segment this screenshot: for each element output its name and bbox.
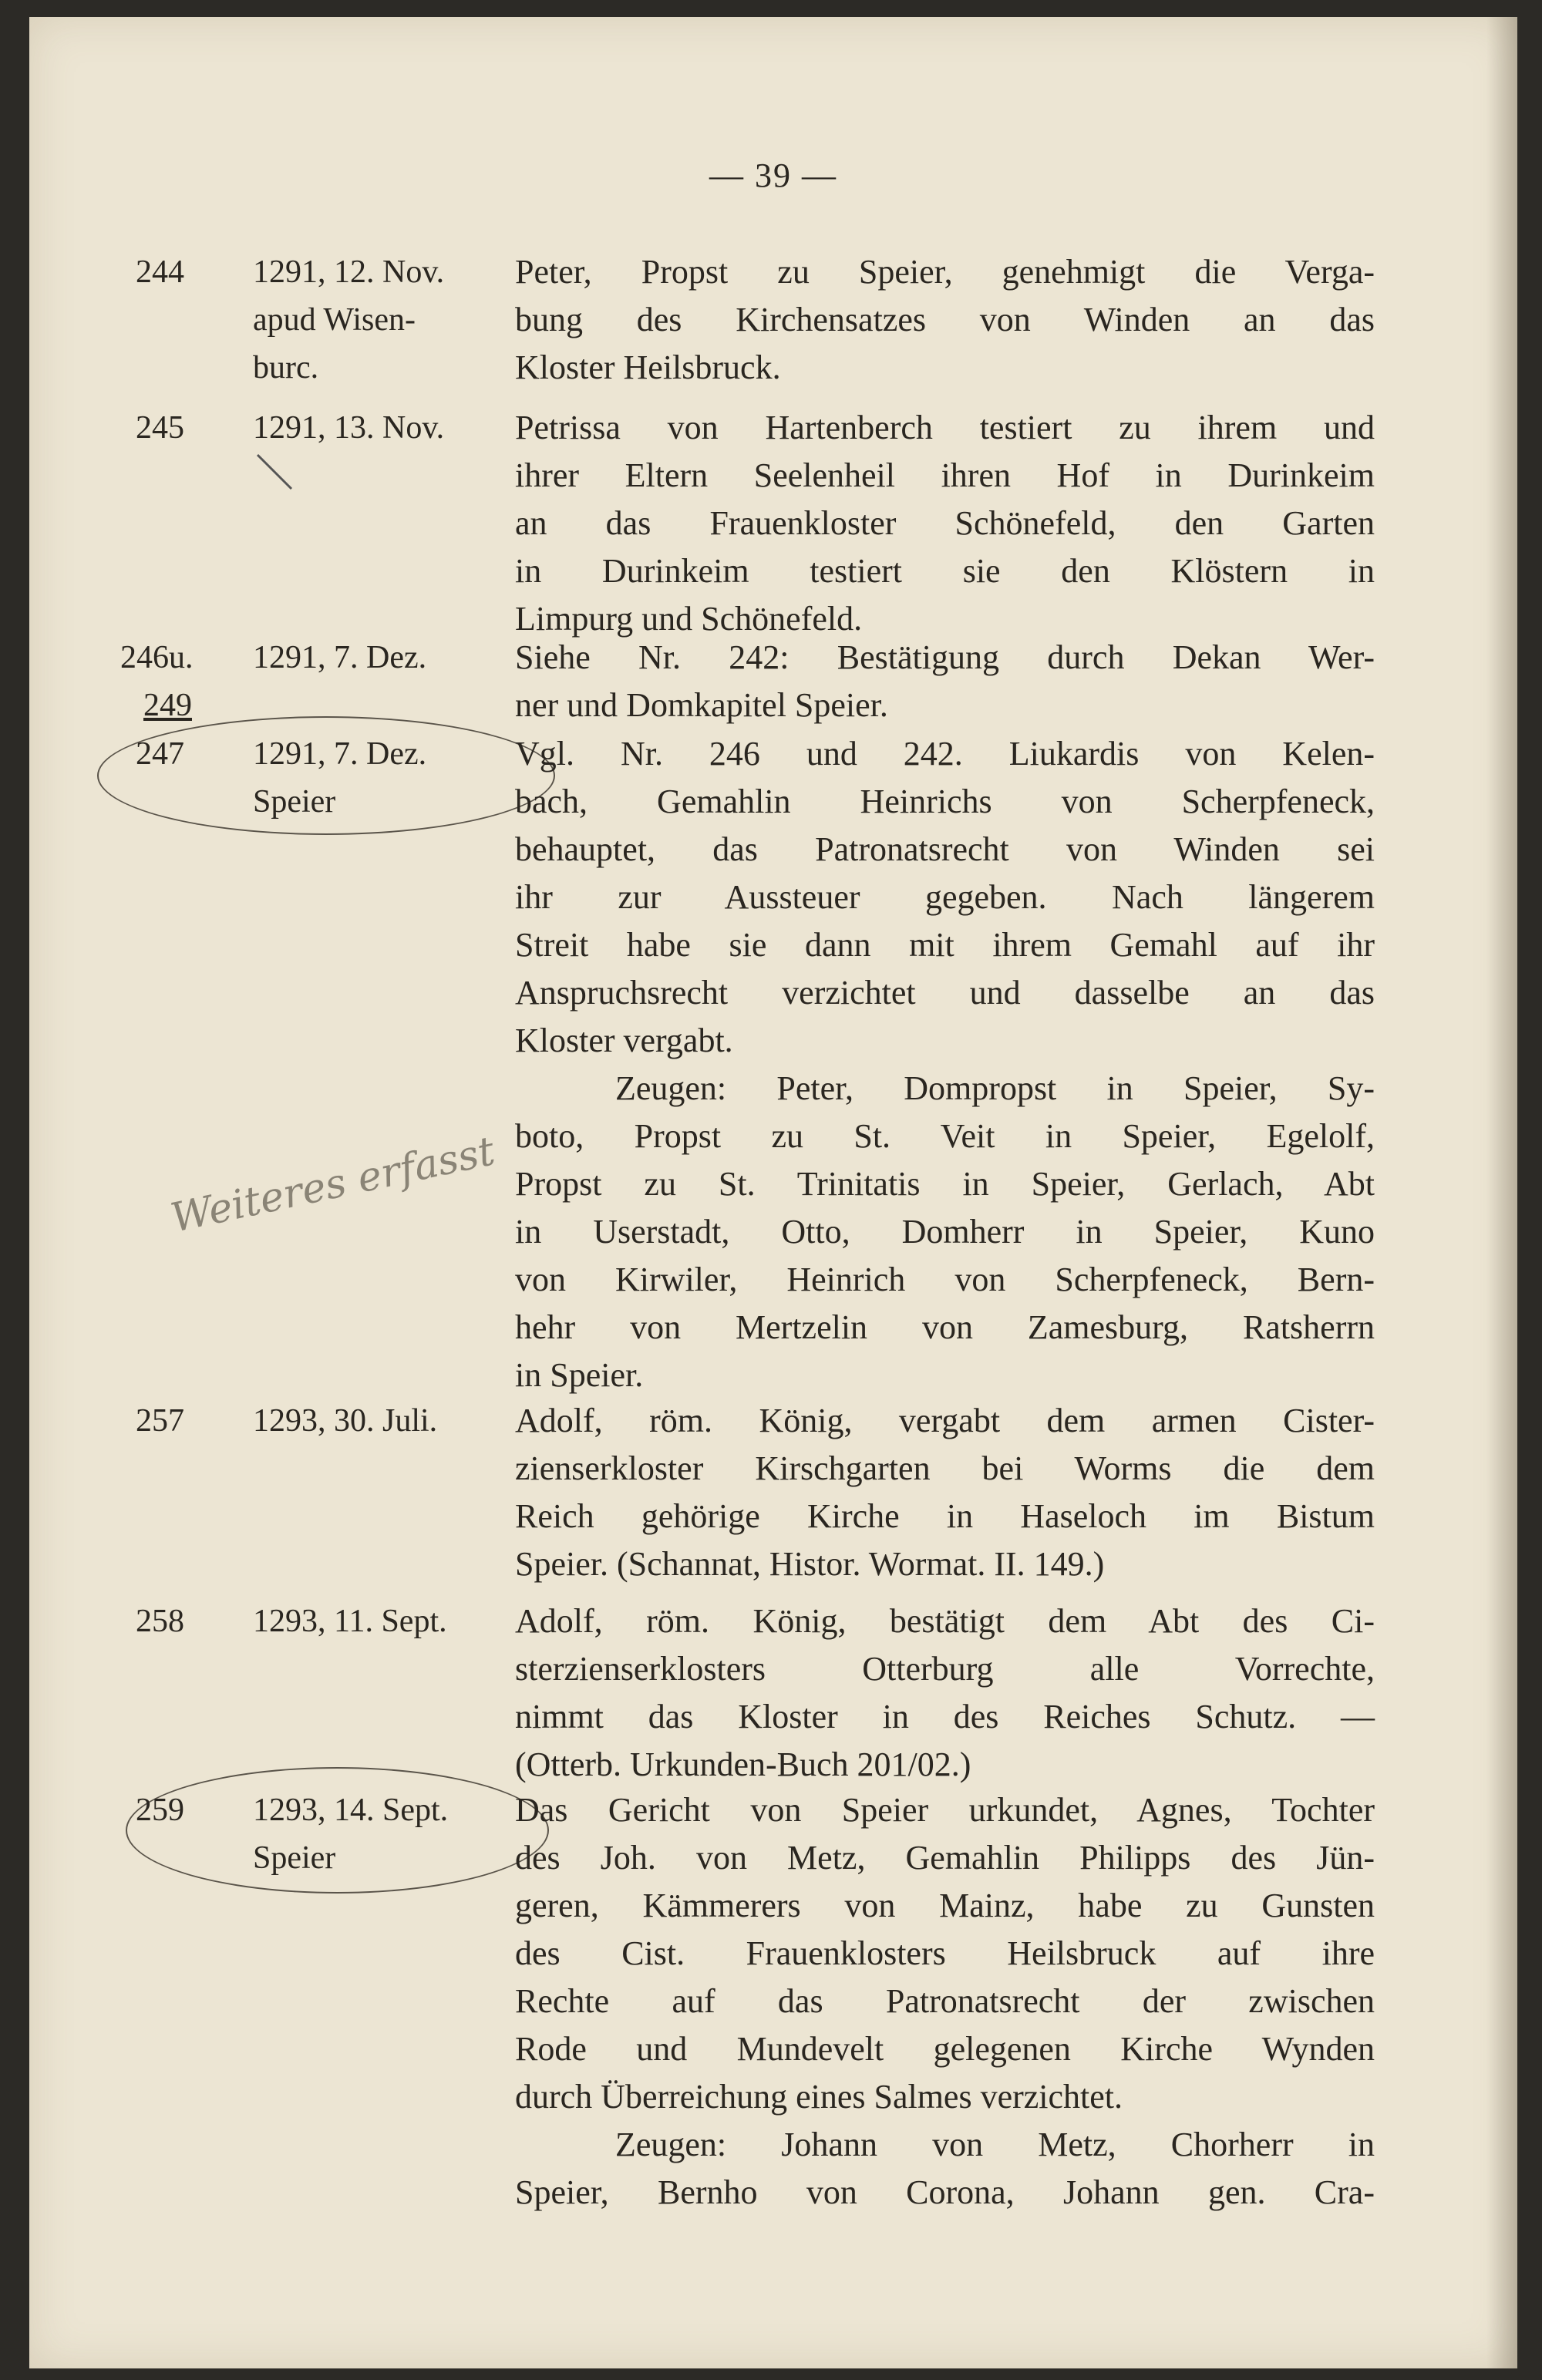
entry-text: Vgl. Nr. 246 und 242. Liukardis von Kelen- bach, Gemahlin Heinrichs von Scherpfeneck, behauptet, das Patronatsrecht von Winden sei ihr zur Aussteuer gegeben. Nach längerem Streit habe sie dann mit ihrem Gemahl auf ihr Anspruchsrecht verzichtet und dasselbe an das Kloster vergabt. Zeugen: Peter, Dompropst in Speier, Sy- boto, Propst zu St. Veit in Speier, Egelolf, Propst zu St. Trinitatis in Speier, Gerlach, Abt in Userstadt, Otto, Domherr in Speier, Kuno von Kirwiler, Heinrich von Scherpfeneck, Bern- hehr von Mertzelin von Zamesburg, Ratsherrn in Speier. [515, 735, 1375, 1394]
handwritten-margin-note: Weiteres erfasst [167, 1128, 499, 1242]
book-page [29, 17, 1517, 2368]
entry-date: 1293, 14. Sept. Speier [253, 1793, 449, 1876]
entry-number: 259 [136, 1793, 184, 1828]
entry-text: Adolf, röm. König, bestätigt dem Abt des Ci- sterzienserklosters Otterburg alle Vorrechte, nimmt das Kloster in des Reiches Schutz. — (Otterb. Urkunden-Buch 201/02.) [515, 1602, 1375, 1783]
entry-date: 1293, 11. Sept. [253, 1604, 447, 1639]
entry-text: Siehe Nr. 242: Bestätigung durch Dekan Wer- ner und Domkapitel Speier. [515, 638, 1375, 724]
entry-number: 244 [136, 254, 184, 290]
entry-date: 1293, 30. Juli. [253, 1403, 438, 1439]
page-number: — 39 — [709, 157, 837, 194]
entry-number: 258 [136, 1604, 184, 1639]
entry-date: 1291, 13. Nov. [253, 410, 445, 446]
entry-text: Adolf, röm. König, vergabt dem armen Cister- zienserkloster Kirschgarten bei Worms die dem Reich gehörige Kirche in Haseloch im Bistum Speier. (Schannat, Histor. Wormat. II. 149.) [515, 1402, 1375, 1583]
entry-number: 247 [136, 736, 184, 772]
pencil-tick-icon [253, 450, 299, 497]
entry-text: Petrissa von Hartenberch testiert zu ihrem und ihrer Eltern Seelenheil ihren Hof in Durinkeim an das Frauenkloster Schönefeld, den Garten in Durinkeim testiert sie den Klöstern in Limpurg und Schönefeld. [515, 409, 1375, 638]
entry-date: 1291, 7. Dez. [253, 640, 427, 675]
entry-number: 257 [136, 1403, 184, 1439]
entry-number: 245 [136, 410, 184, 446]
entry-text: Das Gericht von Speier urkundet, Agnes, Tochter des Joh. von Metz, Gemahlin Philipps des Jün- geren, Kämmerers von Mainz, habe zu Gunsten des Cist. Frauenklosters Heilsbruck auf ihre Rechte auf das Patronatsrecht der zwischen Rode und Mundevelt gelegenen Kirche Wynden durch Überreichung eines Salmes verzichtet. Zeugen: Johann von Metz, Chorherr in Speier, Bernho von Corona, Johann gen. Cra- [515, 1791, 1375, 2211]
entry-text: Peter, Propst zu Speier, genehmigt die Verga- bung des Kirchensatzes von Winden an das Kloster Heilsbruck. [515, 253, 1375, 386]
entry-number: 246u. 249 [120, 640, 194, 723]
entry-date: 1291, 7. Dez. Speier [253, 736, 427, 820]
entry-date: 1291, 12. Nov. apud Wisen- burc. [253, 254, 445, 385]
page-edge-shadow [1486, 17, 1517, 2368]
